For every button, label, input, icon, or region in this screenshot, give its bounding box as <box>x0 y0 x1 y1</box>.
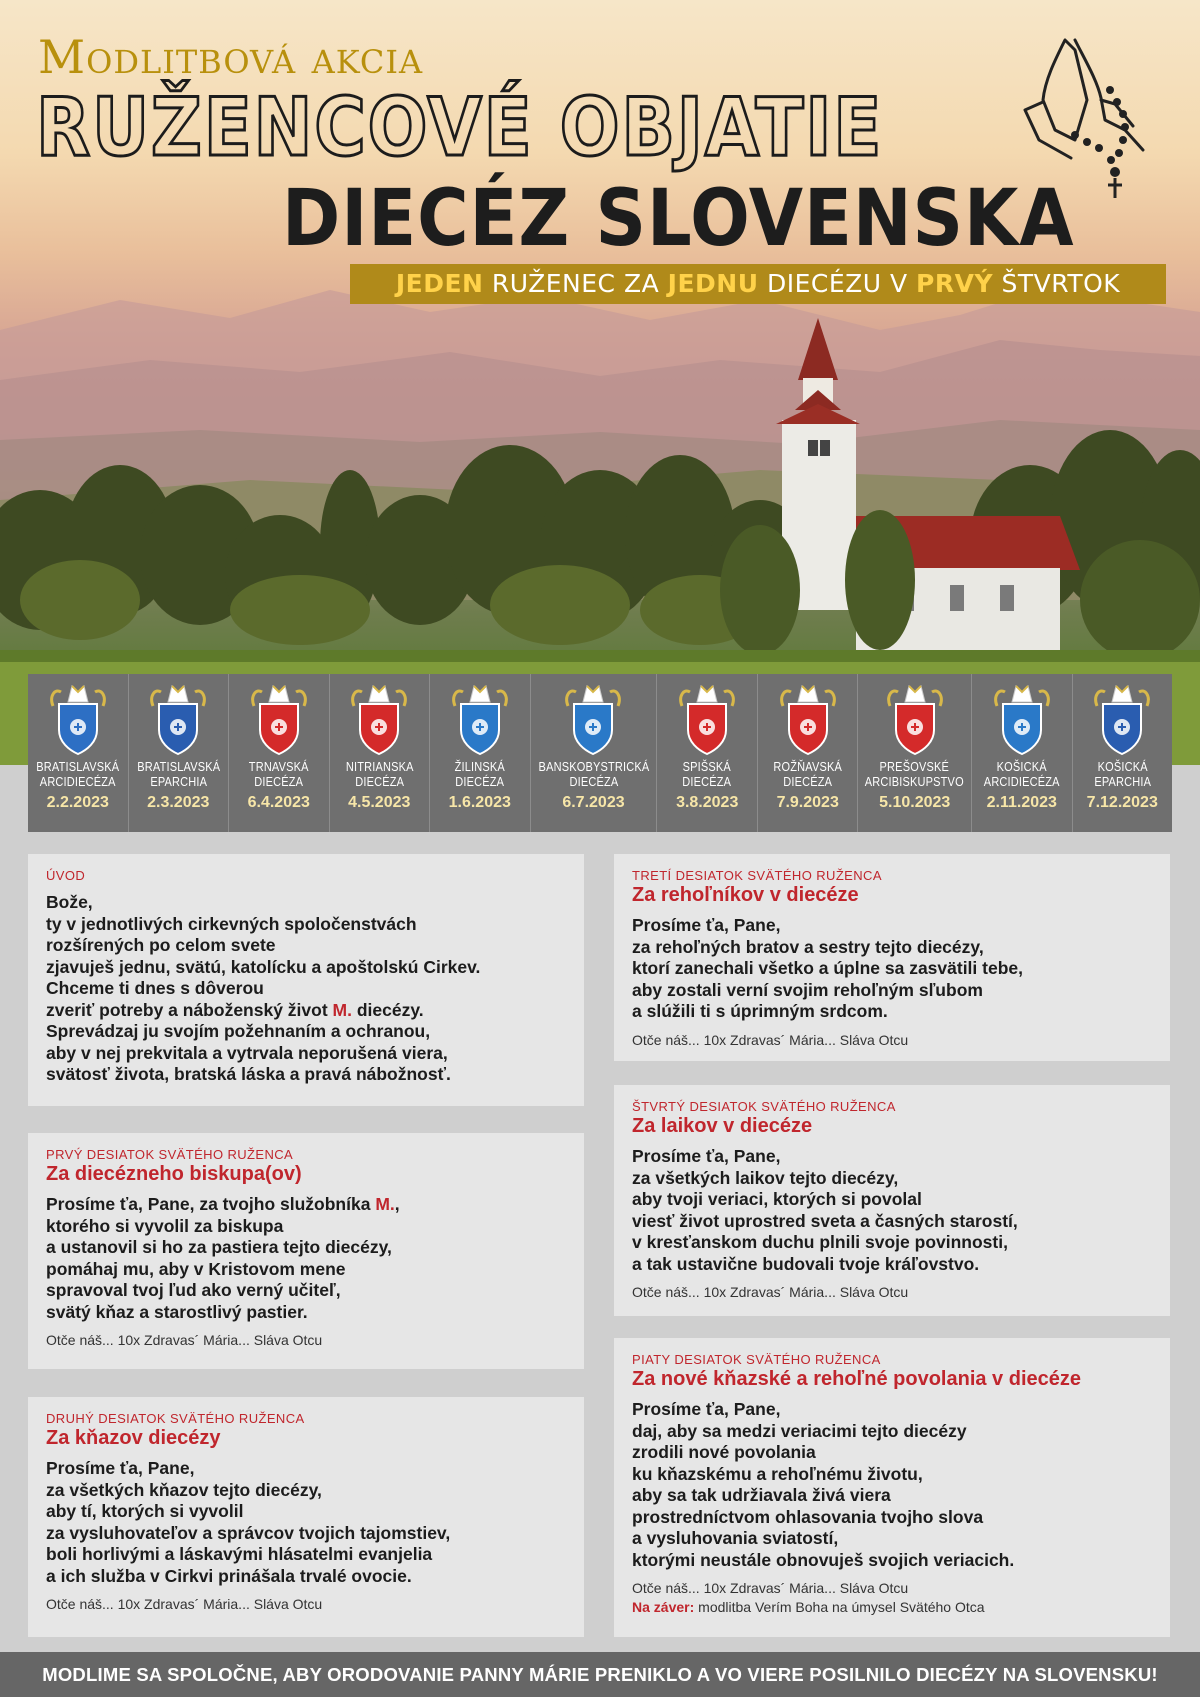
diocese-item <box>128 674 229 832</box>
decade-2-prayers: Otče náš... 10x Zdravas´ Mária... Sláva Otcu <box>46 1596 323 1612</box>
hero-image <box>0 0 1200 765</box>
diocese-name <box>134 760 222 790</box>
dioceses-strip <box>28 674 1172 832</box>
bratislava-eparchy-crest-icon <box>145 682 211 756</box>
kosice-crest-icon <box>989 682 1055 756</box>
diocese-name-line2: DIECÉZA <box>354 775 404 789</box>
diocese-name-line1: KOŠICKÁ <box>996 760 1047 774</box>
diocese-name <box>978 760 1066 790</box>
diocese-name-line2: DIECÉZA <box>455 775 505 789</box>
diocese-name-line1: KOŠICKÁ <box>1097 760 1148 774</box>
diocese-name-line2: DIECÉZA <box>569 775 618 789</box>
action-kicker: Modlitbová akcia <box>38 30 424 84</box>
closing-note: Na záver: modlitba Verím Boha na úmysel Svätého Otca <box>632 1599 985 1615</box>
decade-1-heading: Za diecézneho biskupa(ov) <box>46 1163 302 1185</box>
diocese-name <box>335 760 423 790</box>
diocese-name-line2: EPARCHIA <box>149 775 207 789</box>
footer-bar: MODLIME SA SPOLOČNE, ABY ORODOVANIE PANNY MÁRIE PRENIKLO A VO VIERE POSILNILO DIECÉZY NA SLOVENSKU! <box>0 1652 1200 1697</box>
decade-4-body: Prosíme ťa, Pane, za všetkých laikov tejto diecézy, aby tvoji veriaci, ktorých si povolal viesť život uprostred sveta a časných starostí, v kresťanskom duchu plnili svoje povinnosti, a tak ustavične budovali tvoje kráľovstvo. <box>632 1146 1018 1274</box>
decade-4-prayers: Otče náš... 10x Zdravas´ Mária... Sláva Otcu <box>632 1284 909 1300</box>
diocese-date: 2.11.2023 <box>986 794 1057 811</box>
diocese-name <box>865 760 964 790</box>
diocese-date: 5.10.2023 <box>879 794 951 811</box>
kosice-eparchy-crest-icon <box>1089 682 1155 756</box>
diocese-date: 2.2.2023 <box>46 794 109 811</box>
decade-3-body: Prosíme ťa, Pane, za rehoľných bratov a sestry tejto diecézy, ktorí zanechali všetko a úplne sa zasvätili tebe, aby zostali verní svojim rehoľným sľubom a slúžili ti s úprimným srdcom. <box>632 915 1023 1021</box>
decade-5-prayers: Otče náš... 10x Zdravas´ Mária... Sláva Otcu <box>632 1580 909 1596</box>
decade-card-5 <box>614 1338 1170 1637</box>
diocese-item <box>1072 674 1173 832</box>
decade-card-4 <box>614 1085 1170 1316</box>
diocese-name-line2: ARCIBISKUPSTVO <box>865 775 965 789</box>
diocese-name-line1: NITRIANSKA <box>345 760 414 774</box>
decade-3-prayers: Otče náš... 10x Zdravas´ Mária... Sláva Otcu <box>632 1031 909 1048</box>
diocese-name-line1: ŽILINSKÁ <box>454 760 505 774</box>
decade-3-eyebrow: TRETÍ DESIATOK SVÄTÉHO RUŽENCA <box>632 868 882 883</box>
diocese-date: 3.8.2023 <box>676 794 739 811</box>
title-line-1: RUŽENCOVÉ OBJATIE <box>36 81 884 174</box>
trnava-crest-icon <box>246 682 312 756</box>
diocese-item <box>28 674 128 832</box>
diocese-item <box>971 674 1072 832</box>
diocese-item <box>857 674 971 832</box>
diocese-name <box>436 760 524 790</box>
banska-bystrica-crest-icon <box>560 682 626 756</box>
diocese-name <box>1078 760 1166 790</box>
diocese-name <box>663 760 751 790</box>
decade-5-heading: Za nové kňazské a rehoľné povolania v diecéze <box>632 1368 1081 1390</box>
intro-body: Bože, ty v jednotlivých cirkevných spoločenstvách rozšírených po celom svete zjavuješ jednu, svätú, katolícku a apoštolskú Cirkev. Chceme ti dnes s dôverou zveriť potreby a náboženský život M. diecézy. Sprevádzaj ju svojím požehnaním a ochranou, aby v nej prekvitala a vytrvala neporušená viera, svätosť života, bratská láska a pravá nábožnosť. <box>46 892 481 1084</box>
presov-crest-icon <box>882 682 948 756</box>
diocese-item <box>429 674 530 832</box>
diocese-date: 6.7.2023 <box>562 794 625 811</box>
decade-2-eyebrow: DRUHÝ DESIATOK SVÄTÉHO RUŽENCA <box>46 1411 305 1426</box>
title-line-2: DIECÉZ SLOVENSKA <box>282 174 1075 264</box>
decade-card-2 <box>28 1397 584 1637</box>
intro-card <box>28 854 584 1106</box>
decade-1-eyebrow: PRVÝ DESIATOK SVÄTÉHO RUŽENCA <box>46 1147 294 1162</box>
diocese-item <box>228 674 329 832</box>
diocese-item <box>329 674 430 832</box>
decade-5-body: Prosíme ťa, Pane, daj, aby sa medzi veriacimi tejto diecézy zrodili nové povolania ku kňazskému a rehoľnému životu, aby sa tak udržiavala živá viera prostredníctvom ohlasovania tvojho slova a vysluhovania sviatostí, ktorými neustále obnovuješ svojich veriacich. <box>632 1399 1015 1570</box>
decade-card-1 <box>28 1133 584 1369</box>
diocese-name-line2: EPARCHIA <box>1093 775 1151 789</box>
diocese-name-line2: DIECÉZA <box>682 775 732 789</box>
diocese-name-line2: DIECÉZA <box>783 775 833 789</box>
subtitle-banner: JEDEN RUŽENEC ZA JEDNU DIECÉZU V PRVÝ ŠTVRTOK <box>350 264 1166 304</box>
spis-crest-icon <box>674 682 740 756</box>
diocese-date: 7.12.2023 <box>1086 794 1158 811</box>
diocese-name-line2: DIECÉZA <box>254 775 304 789</box>
nitra-crest-icon <box>346 682 412 756</box>
diocese-date: 4.5.2023 <box>348 794 411 811</box>
diocese-name-line1: SPIŠSKÁ <box>683 760 732 774</box>
diocese-name <box>34 760 122 790</box>
praying-hands-rosary-icon <box>1015 30 1160 200</box>
diocese-date: 7.9.2023 <box>776 794 839 811</box>
diocese-item <box>656 674 757 832</box>
diocese-name <box>764 760 852 790</box>
diocese-date: 1.6.2023 <box>448 794 511 811</box>
diocese-name-line1: ROŽŇAVSKÁ <box>773 760 843 774</box>
diocese-item <box>530 674 657 832</box>
diocese-name-line1: BRATISLAVSKÁ <box>36 760 120 774</box>
diocese-date: 2.3.2023 <box>147 794 210 811</box>
diocese-name <box>235 760 323 790</box>
diocese-name-line1: BRATISLAVSKÁ <box>136 760 220 774</box>
decade-3-heading: Za rehoľníkov v diecéze <box>632 884 859 906</box>
roznava-crest-icon <box>775 682 841 756</box>
diocese-name-line1: TRNAVSKÁ <box>248 760 309 774</box>
decade-card-3 <box>614 854 1170 1061</box>
decade-2-body: Prosíme ťa, Pane, za všetkých kňazov tejto diecézy, aby tí, ktorých si vyvolil za vysluhovateľov a správcov tvojich tajomstiev, boli horlivými a láskavými hlásatelmi evanjelia a ich služba v Cirkvi prinášala trvalé ovocie. <box>46 1458 451 1586</box>
decade-4-heading: Za laikov v diecéze <box>632 1115 813 1137</box>
decade-1-body: Prosíme ťa, Pane, za tvojho služobníka M., ktorého si vyvolil za biskupa a ustanovil si ho za pastiera tejto diecézy, pomáhaj mu, aby v Kristovom mene spravoval tvoj ľud ako verný učiteľ, svätý kňaz a starostlivý pastier. <box>46 1194 400 1322</box>
decade-5-eyebrow: PIATY DESIATOK SVÄTÉHO RUŽENCA <box>632 1352 881 1367</box>
diocese-date: 6.4.2023 <box>247 794 310 811</box>
diocese-name-line1: PREŠOVSKÉ <box>880 760 950 774</box>
zilina-crest-icon <box>447 682 513 756</box>
diocese-name-line2: ARCIDIECÉZA <box>39 775 116 789</box>
diocese-name <box>538 760 649 790</box>
bratislava-crest-icon <box>45 682 111 756</box>
diocese-name-line1: BANSKOBYSTRICKÁ <box>538 760 649 774</box>
decade-4-eyebrow: ŠTVRTÝ DESIATOK SVÄTÉHO RUŽENCA <box>632 1099 896 1114</box>
diocese-name-line2: ARCIDIECÉZA <box>983 775 1060 789</box>
intro-eyebrow: ÚVOD <box>46 868 86 883</box>
decade-2-heading: Za kňazov diecézy <box>46 1427 221 1449</box>
decade-1-prayers: Otče náš... 10x Zdravas´ Mária... Sláva Otcu <box>46 1332 323 1348</box>
diocese-item <box>757 674 858 832</box>
